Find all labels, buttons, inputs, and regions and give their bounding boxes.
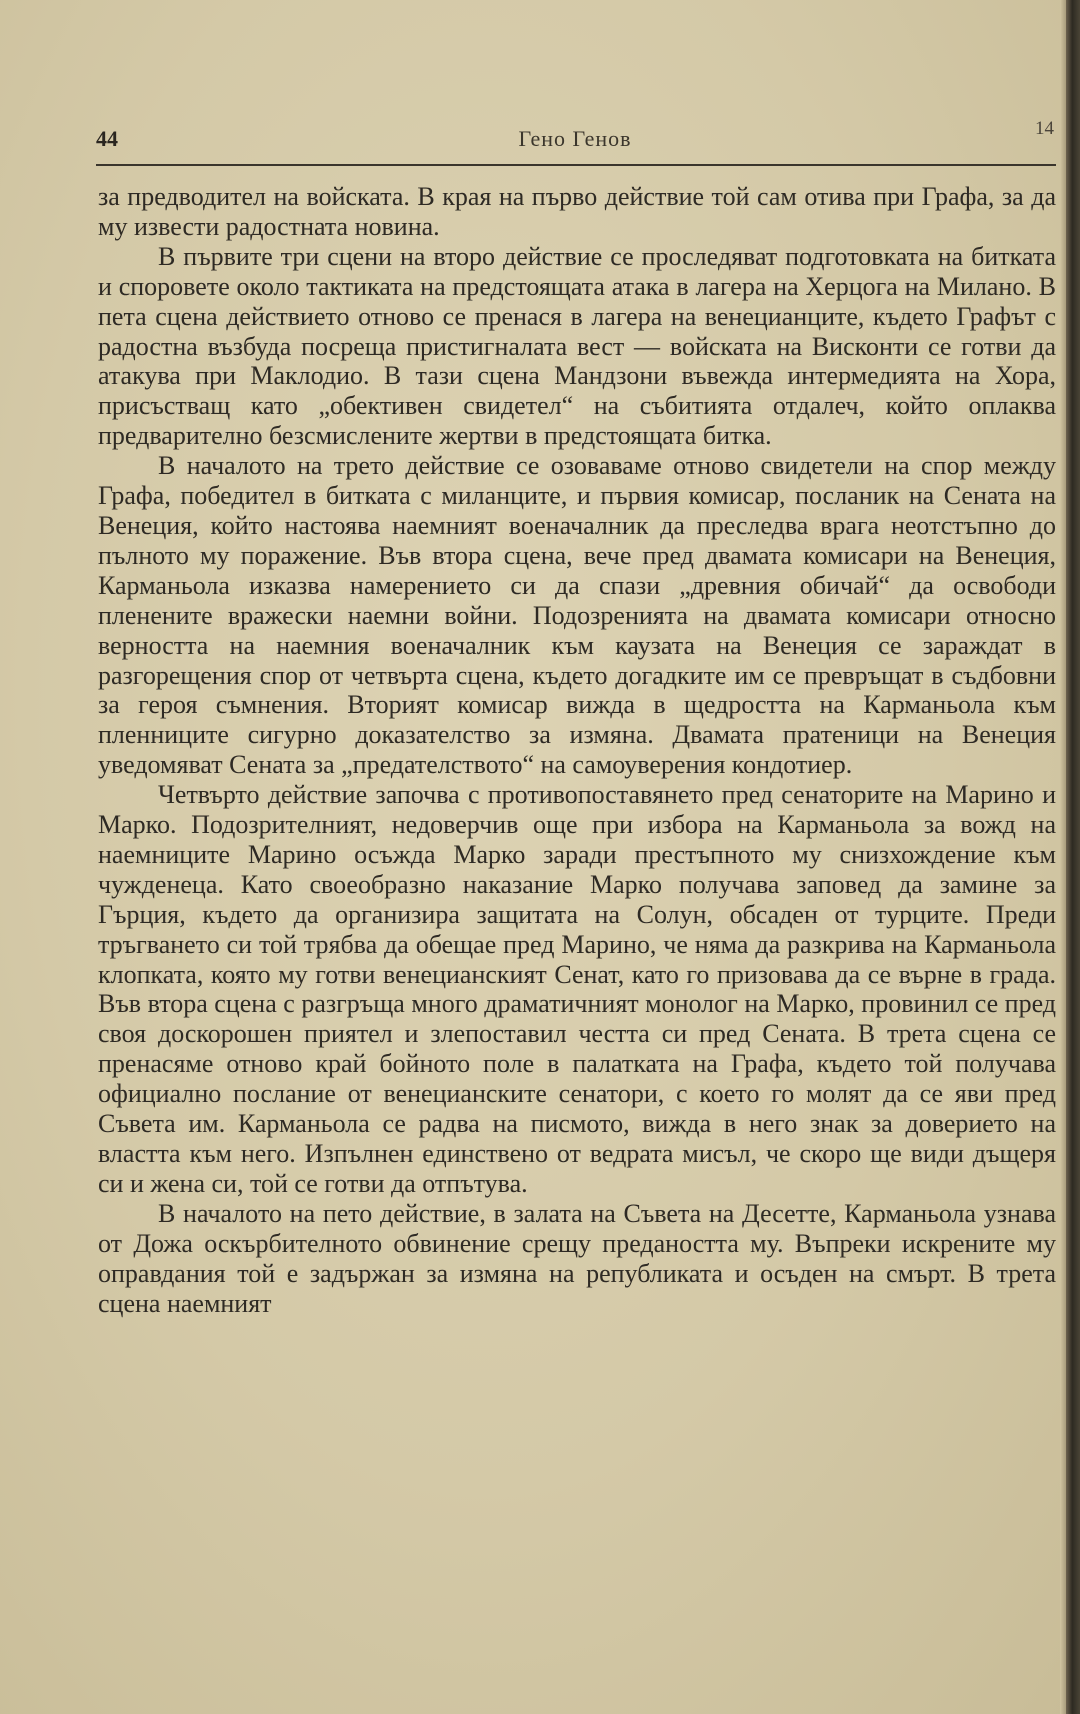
paragraph: В началото на трето действие се озоваваме отново свидетели на спор между Графа, победител в битката с миланците, и първия комисар, посланик на Сената на Венеция, който настоява наемният военачалник да преследва врага неотстъпно до пълното му поражение. Във втора сцена, вече пред двамата комисари на Венеция, Карманьола изказва намерението си да спази „древния обичай“ да освободи пленените вражески наемни войни. Подозренията на двамата комисари относно верността на наемния военачалник към каузата на Венеция се зараждат в разгорещения спор от четвърта сцена, където догадките им се превръщат в съдбовни за героя съмнения. Вторият комисар вижда в щедростта на Карманьола към пленниците сигурно доказателство за измяна. Двамата пратеници на Венеция уведомяват Сената за „предателството“ на самоуверения кондотиер. bbox=[98, 451, 1056, 780]
page-number: 44 bbox=[96, 126, 118, 151]
paragraph: В началото на пето действие, в залата на Съвета на Десетте, Карманьола узнава от Дожа оскърбителното обвинение срещу предаността му. Въпреки искрените му оправдания той е задържан за измяна на републиката и осъден на смърт. В трета сцена наемният bbox=[98, 1198, 1056, 1318]
paragraph: Четвърто действие започва с противопоставянето пред сенаторите на Марино и Марко. Подозрителният, недоверчив още при избора на Карманьола за вожд на наемниците Марино осъжда Марко заради престъпното му снизхождение към чужденеца. Като своеобразно наказание Марко получава заповед да замине за Гърция, където да организира защитата на Солун, обсаден от турците. Преди тръгването си той трябва да обещае пред Марино, че няма да разкрива на Карманьола клопката, която му готви венецианският Сенат, като го призовава да се върне в града. Във втора сцена с разгръща много драматичният монолог на Марко, провинил се пред своя доскорошен приятел и злепоставил честта си пред Сената. В трета сцена се пренасяме отново край бойното поле в палатката на Графа, където той получава официално послание от венецианските сенатори, с което го молят да се яви пред Съвета им. Карманьола се радва на писмото, вижда в него знак за доверието на властта към него. Изпълнен единствено от ведрата мисъл, че скоро ще види дъщеря си и жена си, той се готви да отпътува. bbox=[98, 780, 1056, 1198]
paragraph: В първите три сцени на второ действие се проследяват подготовката на битката и споровете около тактиката на предстоящата атака в лагера на Херцога на Милано. В пета сцена действието отново се пренася в лагера на венецианците, където Графът с радостна възбуда посреща пристигналата вест — войската на Висконти се готви да атакува при Маклодио. В тази сцена Мандзони въвежда интермедията на Хора, присъстващ като „обективен свидетел“ на събитията отдалеч, който оплаква предварително безсмислените жертви в предстоящата битка. bbox=[98, 241, 1056, 451]
page-header bbox=[96, 118, 1054, 154]
header-rule bbox=[96, 164, 1056, 166]
paragraph: за предводител на войската. В края на първо действие той сам отива при Графа, за да му извести радостната новина. bbox=[98, 182, 1056, 241]
book-spine-edge bbox=[1066, 0, 1080, 1714]
body-text bbox=[98, 182, 1056, 1318]
signature-mark: 14 bbox=[1035, 118, 1054, 139]
running-head-author: Гено Генов bbox=[518, 126, 632, 151]
